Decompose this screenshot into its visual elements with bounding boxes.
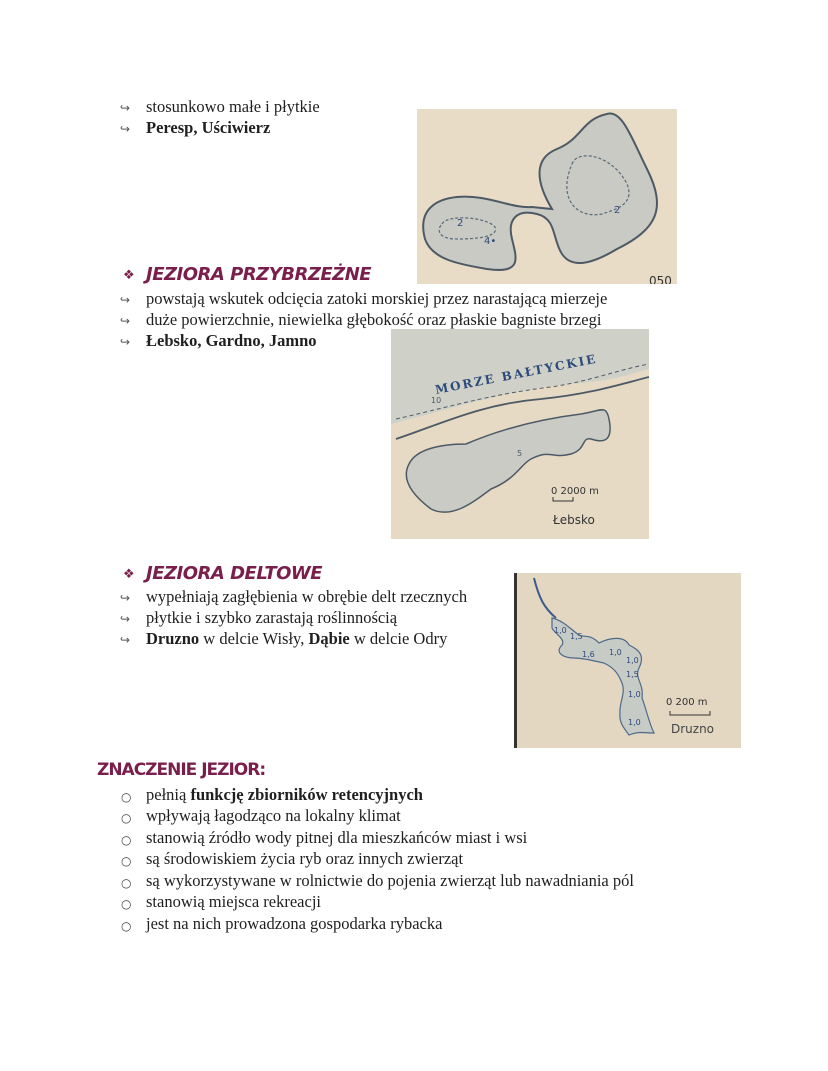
hook-arrow-icon: ↪ [120, 612, 131, 626]
svg-text:0 200 m: 0 200 m [666, 697, 708, 708]
bullet-text: duże powierzchnie, niewielka głębokość oraz płaskie bagniste brzegi [146, 310, 602, 329]
bullet-text: Peresp, Uściwierz [146, 118, 271, 137]
svg-text:1,5: 1,5 [626, 670, 639, 679]
section-heading-coastal: JEZIORA PRZYBRZEŻNE [146, 264, 372, 285]
bullet-text: powstają wskutek odcięcia zatoki morskiej przez narastającą mierzeje [146, 289, 608, 308]
hook-arrow-icon: ↪ [120, 335, 131, 349]
circle-bullet-icon: ○ [121, 790, 132, 804]
map-image-lebsko [391, 329, 649, 539]
svg-text:2: 2 [457, 218, 464, 229]
list-item-text: jest na nich prowadzona gospodarka rybacka [146, 914, 443, 933]
list-item-text: stanowią źródło wody pitnej dla mieszkańców miast i wsi [146, 828, 528, 847]
svg-text:1,0: 1,0 [554, 626, 567, 635]
hook-arrow-icon: ↪ [120, 591, 131, 605]
svg-text:1,6: 1,6 [582, 650, 595, 659]
hook-arrow-icon: ↪ [120, 314, 131, 328]
hook-arrow-icon: ↪ [120, 122, 131, 136]
svg-text:050: 050 [649, 274, 672, 284]
bullet-text: płytkie i szybko zarastają roślinnością [146, 608, 398, 627]
diamond-bullet-icon: ❖ [123, 567, 135, 582]
svg-text:1,0: 1,0 [628, 718, 641, 727]
svg-text:1,0: 1,0 [626, 656, 639, 665]
svg-text:5: 5 [517, 449, 523, 458]
svg-text:Łebsko: Łebsko [553, 513, 595, 527]
map-image-druzno [514, 573, 741, 748]
bullet-text: Druzno w delcie Wisły, Dąbie w delcie Odry [146, 629, 448, 648]
circle-bullet-icon: ○ [121, 833, 132, 847]
circle-bullet-icon: ○ [121, 897, 132, 911]
svg-text:1,0: 1,0 [628, 690, 641, 699]
svg-text:0 2000 m: 0 2000 m [551, 486, 599, 497]
svg-text:1,0: 1,0 [609, 648, 622, 657]
svg-text:10: 10 [431, 396, 442, 405]
svg-text:MORZE BAŁTYCKIE: MORZE BAŁTYCKIE [433, 351, 599, 397]
diamond-bullet-icon: ❖ [123, 268, 135, 283]
hook-arrow-icon: ↪ [120, 633, 131, 647]
list-item-text: są wykorzystywane w rolnictwie do pojenia zwierząt lub nawadniania pól [146, 871, 634, 890]
list-item-text: są środowiskiem życia ryb oraz innych zwierząt [146, 849, 464, 868]
circle-bullet-icon: ○ [121, 919, 132, 933]
svg-text:1,5: 1,5 [570, 632, 583, 641]
bullet-text: Łebsko, Gardno, Jamno [146, 331, 317, 350]
map-image-peresp [417, 109, 677, 284]
bullet-text: wypełniają zagłębienia w obrębie delt rzecznych [146, 587, 468, 606]
section-heading-significance: ZNACZENIE JEZIOR: [97, 760, 266, 780]
list-item-text: pełnią funkcję zbiorników retencyjnych [146, 785, 423, 804]
svg-text:4•: 4• [484, 236, 497, 247]
circle-bullet-icon: ○ [121, 811, 132, 825]
circle-bullet-icon: ○ [121, 876, 132, 890]
hook-arrow-icon: ↪ [120, 101, 131, 115]
svg-text:2: 2 [614, 205, 621, 216]
list-item-text: stanowią miejsca rekreacji [146, 892, 321, 911]
section-heading-delta: JEZIORA DELTOWE [146, 563, 323, 584]
hook-arrow-icon: ↪ [120, 293, 131, 307]
list-item-text: wpływają łagodząco na lokalny klimat [146, 806, 401, 825]
svg-text:Druzno: Druzno [671, 722, 715, 736]
bullet-text: stosunkowo małe i płytkie [146, 97, 320, 116]
circle-bullet-icon: ○ [121, 854, 132, 868]
